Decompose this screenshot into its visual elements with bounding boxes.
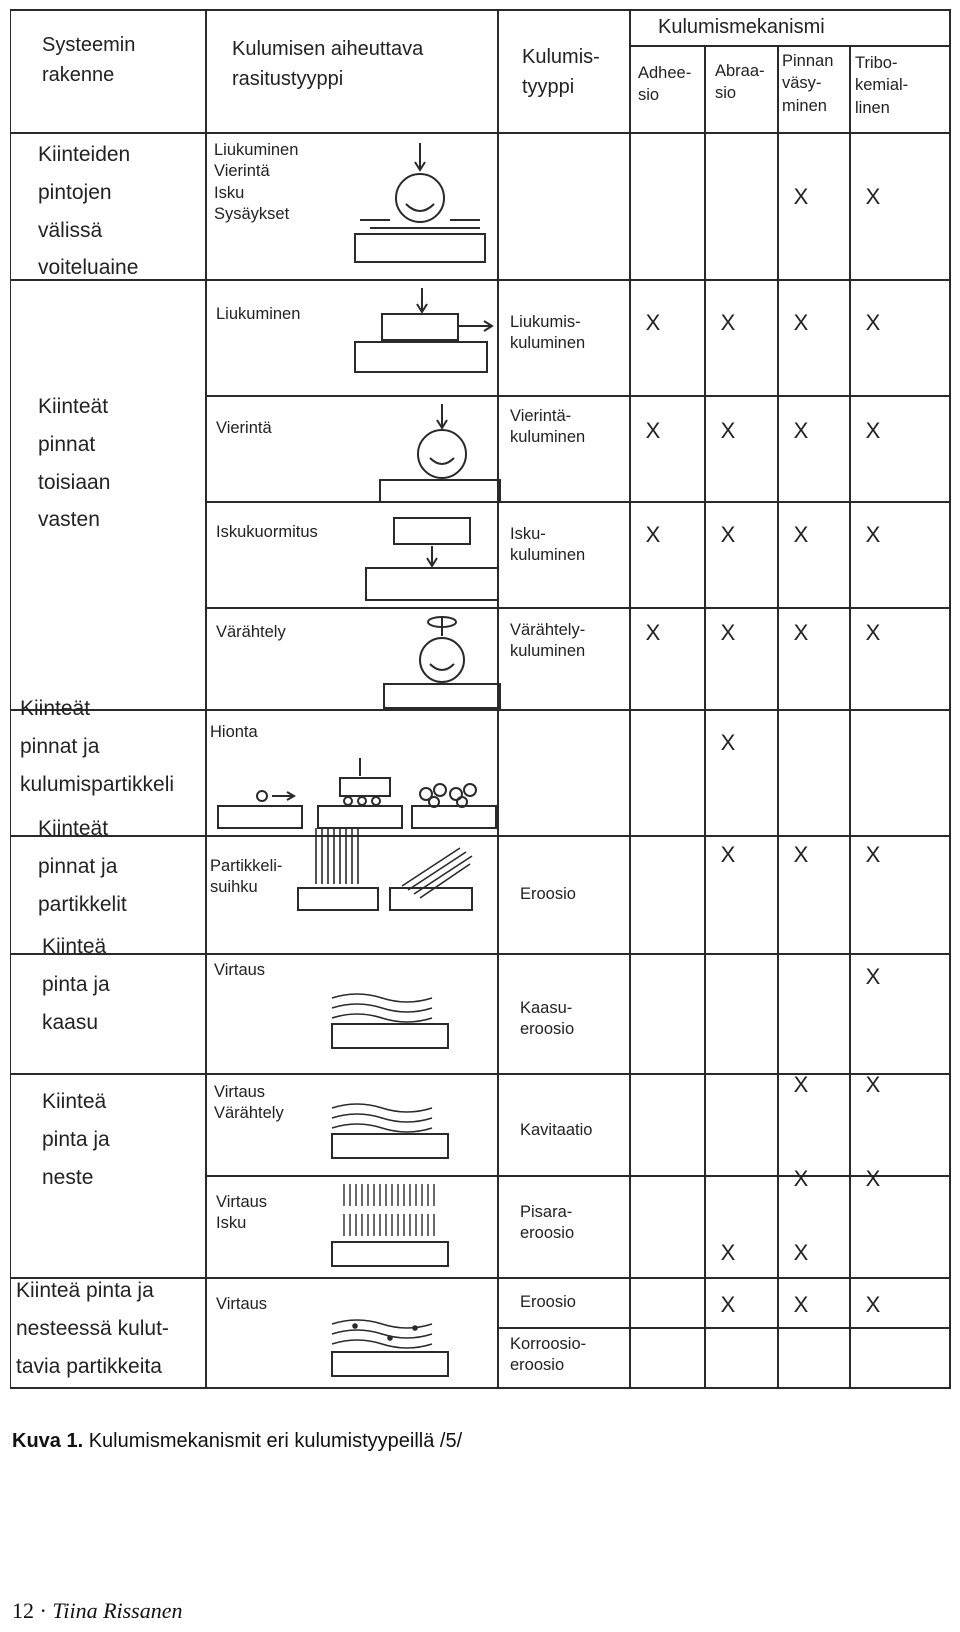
droplet-impact-icon bbox=[332, 1184, 448, 1266]
structure-surfaces-against: Kiinteät pinnat toisiaan vasten bbox=[38, 395, 111, 532]
mark-r1-c0: X bbox=[645, 310, 661, 335]
wear-row-10: Eroosio bbox=[520, 1293, 576, 1311]
mark-r10-c2: X bbox=[793, 1240, 809, 1265]
load-row-8: Virtaus Värähtely bbox=[214, 1083, 284, 1123]
header-structure: Systeemin rakenne bbox=[42, 34, 136, 86]
mark-r8-c3: X bbox=[865, 1072, 881, 1097]
mark-r4-c0: X bbox=[645, 620, 661, 645]
load-row-5: Hionta bbox=[210, 723, 258, 741]
structure-liquid-particles: Kiinteä pinta ja nesteessä kulut- tavia partikkeita bbox=[16, 1279, 169, 1378]
mark-r1-c2: X bbox=[793, 310, 809, 335]
mark-r11-c2: X bbox=[793, 1292, 809, 1317]
mark-r6-c3: X bbox=[865, 842, 881, 867]
structure-wear-particle: Kiinteät pinnat ja kulumispartikkeli bbox=[20, 697, 175, 796]
page-number: 12 bbox=[12, 1598, 34, 1623]
particle-flow-icon bbox=[332, 1320, 448, 1376]
header-abrasion: Abraa- sio bbox=[715, 62, 765, 103]
mark-r8-c2: X bbox=[793, 1072, 809, 1097]
mark-r1-c3: X bbox=[865, 310, 881, 335]
mark-r3-c2: X bbox=[793, 522, 809, 547]
structure-gas: Kiinteä pinta ja kaasu bbox=[42, 935, 110, 1034]
caption-label: Kuva 1. bbox=[12, 1430, 84, 1452]
header-mechanism-group: Kulumismekanismi bbox=[658, 16, 825, 38]
wear-row-3: Isku- kuluminen bbox=[510, 525, 586, 565]
cavitation-flow-icon bbox=[332, 1104, 448, 1158]
wear-row-9: Pisara- eroosio bbox=[520, 1203, 575, 1243]
rolling-ball-icon bbox=[380, 404, 500, 502]
load-row-6: Partikkeli- suihku bbox=[210, 857, 283, 897]
footer-separator: · bbox=[39, 1598, 47, 1623]
mark-r6-c2: X bbox=[793, 842, 809, 867]
figure-caption bbox=[12, 1430, 462, 1453]
structure-particles: Kiinteät pinnat ja partikkelit bbox=[38, 817, 127, 916]
sliding-block-icon bbox=[355, 288, 492, 372]
mark-r3-c3: X bbox=[865, 522, 881, 547]
mark-r0-c3: X bbox=[865, 184, 881, 209]
mark-r9-c2: X bbox=[793, 1166, 809, 1191]
load-row-7: Virtaus bbox=[214, 961, 266, 979]
wear-row-6: Eroosio bbox=[520, 885, 576, 903]
mark-r5-c1: X bbox=[720, 730, 736, 755]
load-row-3: Iskukuormitus bbox=[216, 523, 318, 541]
structure-lubricant: Kiinteiden pintojen välissä voiteluaine bbox=[38, 143, 139, 280]
header-wear-type: Kulumis- tyyppi bbox=[522, 46, 600, 98]
impact-load-icon bbox=[366, 518, 498, 600]
load-row-1: Liukuminen bbox=[216, 305, 301, 323]
load-row-0: Liukuminen Vierintä Isku Sysäykset bbox=[214, 141, 299, 224]
mark-r1-c1: X bbox=[720, 310, 736, 335]
mark-r11-c3: X bbox=[865, 1292, 881, 1317]
mark-r4-c2: X bbox=[793, 620, 809, 645]
particle-jet-icon bbox=[298, 828, 472, 910]
mark-r3-c1: X bbox=[720, 522, 736, 547]
mark-r3-c0: X bbox=[645, 522, 661, 547]
grinding-icon bbox=[218, 758, 496, 828]
rolling-lubricant-icon bbox=[355, 143, 485, 262]
header-load-type: Kulumisen aiheuttava rasitustyyppi bbox=[232, 38, 424, 90]
page-footer bbox=[12, 1598, 183, 1624]
footer-author: Tiina Rissanen bbox=[52, 1598, 183, 1623]
mark-r6-c1: X bbox=[720, 842, 736, 867]
mark-r4-c3: X bbox=[865, 620, 881, 645]
wear-row-4: Värähtely- kuluminen bbox=[510, 621, 586, 661]
wear-row-8: Kavitaatio bbox=[520, 1121, 593, 1139]
mark-r10-c1: X bbox=[720, 1240, 736, 1265]
load-row-9: Virtaus Isku bbox=[216, 1193, 268, 1233]
gas-flow-icon bbox=[332, 994, 448, 1048]
mark-r9-c3: X bbox=[865, 1166, 881, 1191]
structure-liquid: Kiinteä pinta ja neste bbox=[42, 1090, 110, 1189]
wear-row-2: Vierintä- kuluminen bbox=[510, 407, 586, 447]
wear-row-11: Korroosio- eroosio bbox=[510, 1335, 587, 1375]
mark-r2-c2: X bbox=[793, 418, 809, 443]
load-row-4: Värähtely bbox=[216, 623, 286, 641]
mark-r0-c2: X bbox=[793, 184, 809, 209]
wear-row-7: Kaasu- eroosio bbox=[520, 999, 575, 1039]
vibration-icon bbox=[384, 616, 500, 708]
header-fatigue: Pinnan väsy- minen bbox=[782, 52, 834, 115]
mark-r2-c0: X bbox=[645, 418, 661, 443]
mark-r11-c1: X bbox=[720, 1292, 736, 1317]
mark-r2-c1: X bbox=[720, 418, 736, 443]
header-tribochemical: Tribo- kemial- linen bbox=[855, 54, 909, 117]
wear-mechanism-table bbox=[10, 8, 952, 1390]
mark-r4-c1: X bbox=[720, 620, 736, 645]
caption-text: Kulumismekanismit eri kulumistyypeillä /5/ bbox=[88, 1430, 463, 1452]
load-row-2: Vierintä bbox=[216, 419, 272, 437]
wear-row-1: Liukumis- kuluminen bbox=[510, 313, 586, 353]
mark-r7-c3: X bbox=[865, 964, 881, 989]
mark-r2-c3: X bbox=[865, 418, 881, 443]
load-row-10: Virtaus bbox=[216, 1295, 268, 1313]
header-adhesion: Adhee- sio bbox=[638, 64, 692, 105]
